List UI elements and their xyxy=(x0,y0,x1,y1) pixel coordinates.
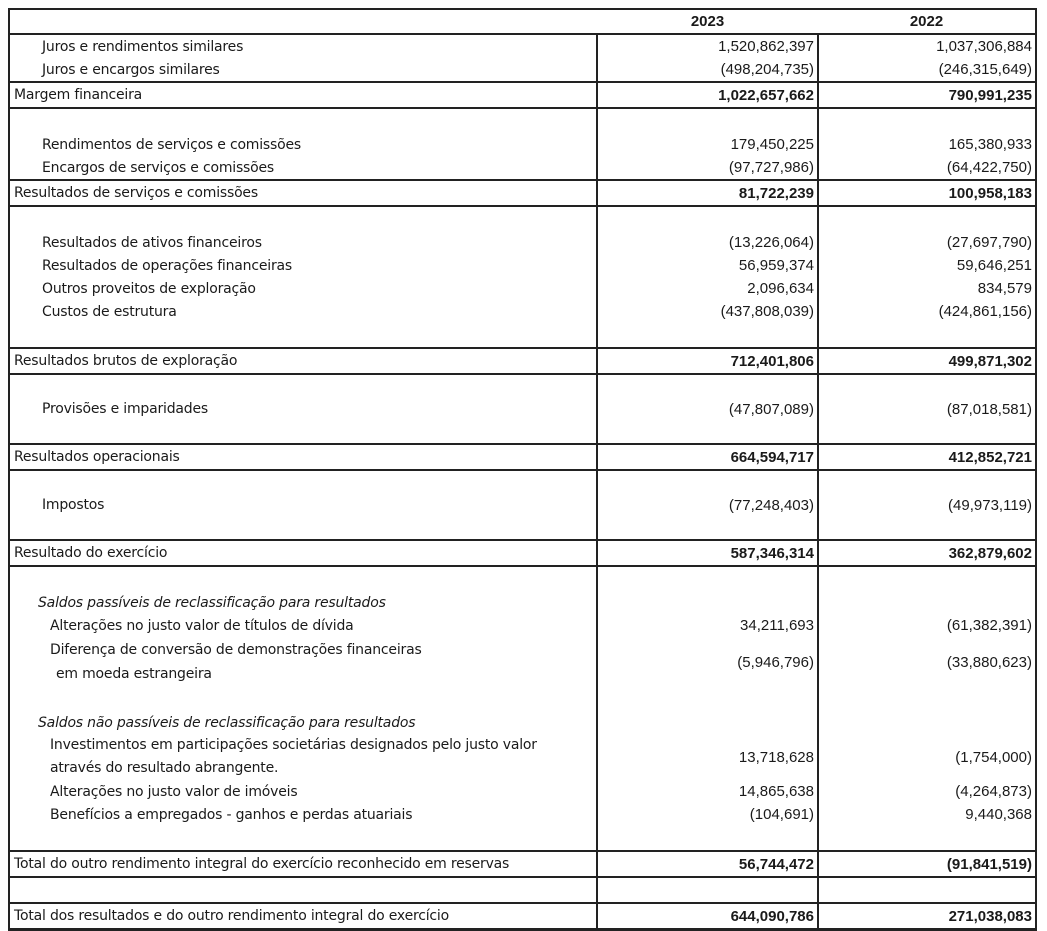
value-2023: 56,744,472 xyxy=(597,851,818,877)
value-2022: (91,841,519) xyxy=(818,851,1036,877)
row-label: Alterações no justo valor de títulos de dívida xyxy=(9,614,597,637)
row-label-line1: Investimentos em participações societárias designados pelo justo valor xyxy=(50,737,537,753)
row-label xyxy=(9,637,597,687)
header-2023: 2023 xyxy=(597,9,818,34)
value-2022: (33,880,623) xyxy=(818,637,1036,687)
row-label: Encargos de serviços e comissões xyxy=(9,156,597,180)
value-2022: 834,579 xyxy=(818,277,1036,300)
value-2023: 81,722,239 xyxy=(597,180,818,206)
value-2022: 9,440,368 xyxy=(818,803,1036,826)
subtotal-row xyxy=(9,82,1036,108)
row-label: Resultado do exercício xyxy=(9,540,597,566)
value-2023: 1,520,862,397 xyxy=(597,34,818,58)
row-label: Total dos resultados e do outro rendimento integral do exercício xyxy=(9,903,597,930)
table-row xyxy=(9,133,1036,156)
value-2022: (49,973,119) xyxy=(818,470,1036,540)
spacer-row xyxy=(9,108,1036,133)
value-2023: 179,450,225 xyxy=(597,133,818,156)
row-label: Juros e rendimentos similares xyxy=(9,34,597,58)
value-2023: (77,248,403) xyxy=(597,470,818,540)
section-heading: Saldos passíveis de reclassificação para resultados xyxy=(9,591,597,614)
value-2022: (27,697,790) xyxy=(818,231,1036,254)
value-2023: (437,808,039) xyxy=(597,300,818,323)
value-2022: 499,871,302 xyxy=(818,348,1036,374)
table-row xyxy=(9,254,1036,277)
value-2023: (97,727,986) xyxy=(597,156,818,180)
row-label: Total do outro rendimento integral do exercício reconhecido em reservas xyxy=(9,851,597,877)
section-heading-row xyxy=(9,591,1036,614)
value-2022: 271,038,083 xyxy=(818,903,1036,930)
total-oci-row xyxy=(9,851,1036,877)
net-income-row xyxy=(9,540,1036,566)
table-row xyxy=(9,156,1036,180)
table-row xyxy=(9,231,1036,254)
table-row xyxy=(9,300,1036,323)
header-label xyxy=(9,9,597,34)
value-2023: 13,718,628 xyxy=(597,734,818,780)
row-label: Resultados operacionais xyxy=(9,444,597,470)
value-2022: (246,315,649) xyxy=(818,58,1036,82)
row-label: Benefícios a empregados - ganhos e perdas atuariais xyxy=(9,803,597,826)
row-label: Margem financeira xyxy=(9,82,597,108)
spacer-row xyxy=(9,826,1036,851)
row-label: Alterações no justo valor de imóveis xyxy=(9,780,597,803)
subtotal-row xyxy=(9,348,1036,374)
row-label xyxy=(9,734,597,780)
value-2023: 56,959,374 xyxy=(597,254,818,277)
row-label-line2: através do resultado abrangente. xyxy=(50,760,279,776)
row-label: Outros proveitos de exploração xyxy=(9,277,597,300)
row-label: Resultados de ativos financeiros xyxy=(9,231,597,254)
spacer-row xyxy=(9,877,1036,903)
section-heading-row xyxy=(9,711,1036,734)
table-row xyxy=(9,374,1036,444)
row-label: Resultados de serviços e comissões xyxy=(9,180,597,206)
grand-total-row xyxy=(9,903,1036,930)
table-row xyxy=(9,614,1036,637)
table-row xyxy=(9,780,1036,803)
row-label: Custos de estrutura xyxy=(9,300,597,323)
value-2022: 412,852,721 xyxy=(818,444,1036,470)
table-row xyxy=(9,277,1036,300)
value-2023: 587,346,314 xyxy=(597,540,818,566)
value-2023: 2,096,634 xyxy=(597,277,818,300)
value-2023: (498,204,735) xyxy=(597,58,818,82)
row-label: Impostos xyxy=(9,470,597,540)
table-row xyxy=(9,637,1036,687)
header-row xyxy=(9,9,1036,34)
value-2022: (1,754,000) xyxy=(818,734,1036,780)
value-2022: 165,380,933 xyxy=(818,133,1036,156)
value-2022: 790,991,235 xyxy=(818,82,1036,108)
value-2023: 644,090,786 xyxy=(597,903,818,930)
spacer-row xyxy=(9,687,1036,711)
value-2023: (13,226,064) xyxy=(597,231,818,254)
header-2022: 2022 xyxy=(818,9,1036,34)
value-2022: 59,646,251 xyxy=(818,254,1036,277)
value-2023: (47,807,089) xyxy=(597,374,818,444)
row-label: Juros e encargos similares xyxy=(9,58,597,82)
spacer-row xyxy=(9,206,1036,231)
value-2022: (424,861,156) xyxy=(818,300,1036,323)
value-2023: 664,594,717 xyxy=(597,444,818,470)
row-label: Provisões e imparidades xyxy=(9,374,597,444)
subtotal-row xyxy=(9,180,1036,206)
section-heading: Saldos não passíveis de reclassificação para resultados xyxy=(9,711,597,734)
value-2022: (61,382,391) xyxy=(818,614,1036,637)
value-2022: (4,264,873) xyxy=(818,780,1036,803)
value-2022: 1,037,306,884 xyxy=(818,34,1036,58)
row-label-line1: Diferença de conversão de demonstrações financeiras xyxy=(50,642,422,658)
income-statement xyxy=(8,8,1035,931)
value-2023: 14,865,638 xyxy=(597,780,818,803)
value-2023: 34,211,693 xyxy=(597,614,818,637)
value-2022: (64,422,750) xyxy=(818,156,1036,180)
income-statement-table xyxy=(8,8,1037,931)
table-row xyxy=(9,803,1036,826)
value-2023: (5,946,796) xyxy=(597,637,818,687)
subtotal-row xyxy=(9,444,1036,470)
value-2023: 1,022,657,662 xyxy=(597,82,818,108)
row-label-line2: em moeda estrangeira xyxy=(56,666,212,682)
value-2023: (104,691) xyxy=(597,803,818,826)
row-label: Rendimentos de serviços e comissões xyxy=(9,133,597,156)
table-row xyxy=(9,470,1036,540)
value-2023: 712,401,806 xyxy=(597,348,818,374)
value-2022: (87,018,581) xyxy=(818,374,1036,444)
spacer-row xyxy=(9,323,1036,348)
row-label: Resultados brutos de exploração xyxy=(9,348,597,374)
table-row xyxy=(9,58,1036,82)
value-2022: 100,958,183 xyxy=(818,180,1036,206)
table-row xyxy=(9,734,1036,780)
row-label: Resultados de operações financeiras xyxy=(9,254,597,277)
value-2022: 362,879,602 xyxy=(818,540,1036,566)
table-row xyxy=(9,34,1036,58)
spacer-row xyxy=(9,566,1036,591)
